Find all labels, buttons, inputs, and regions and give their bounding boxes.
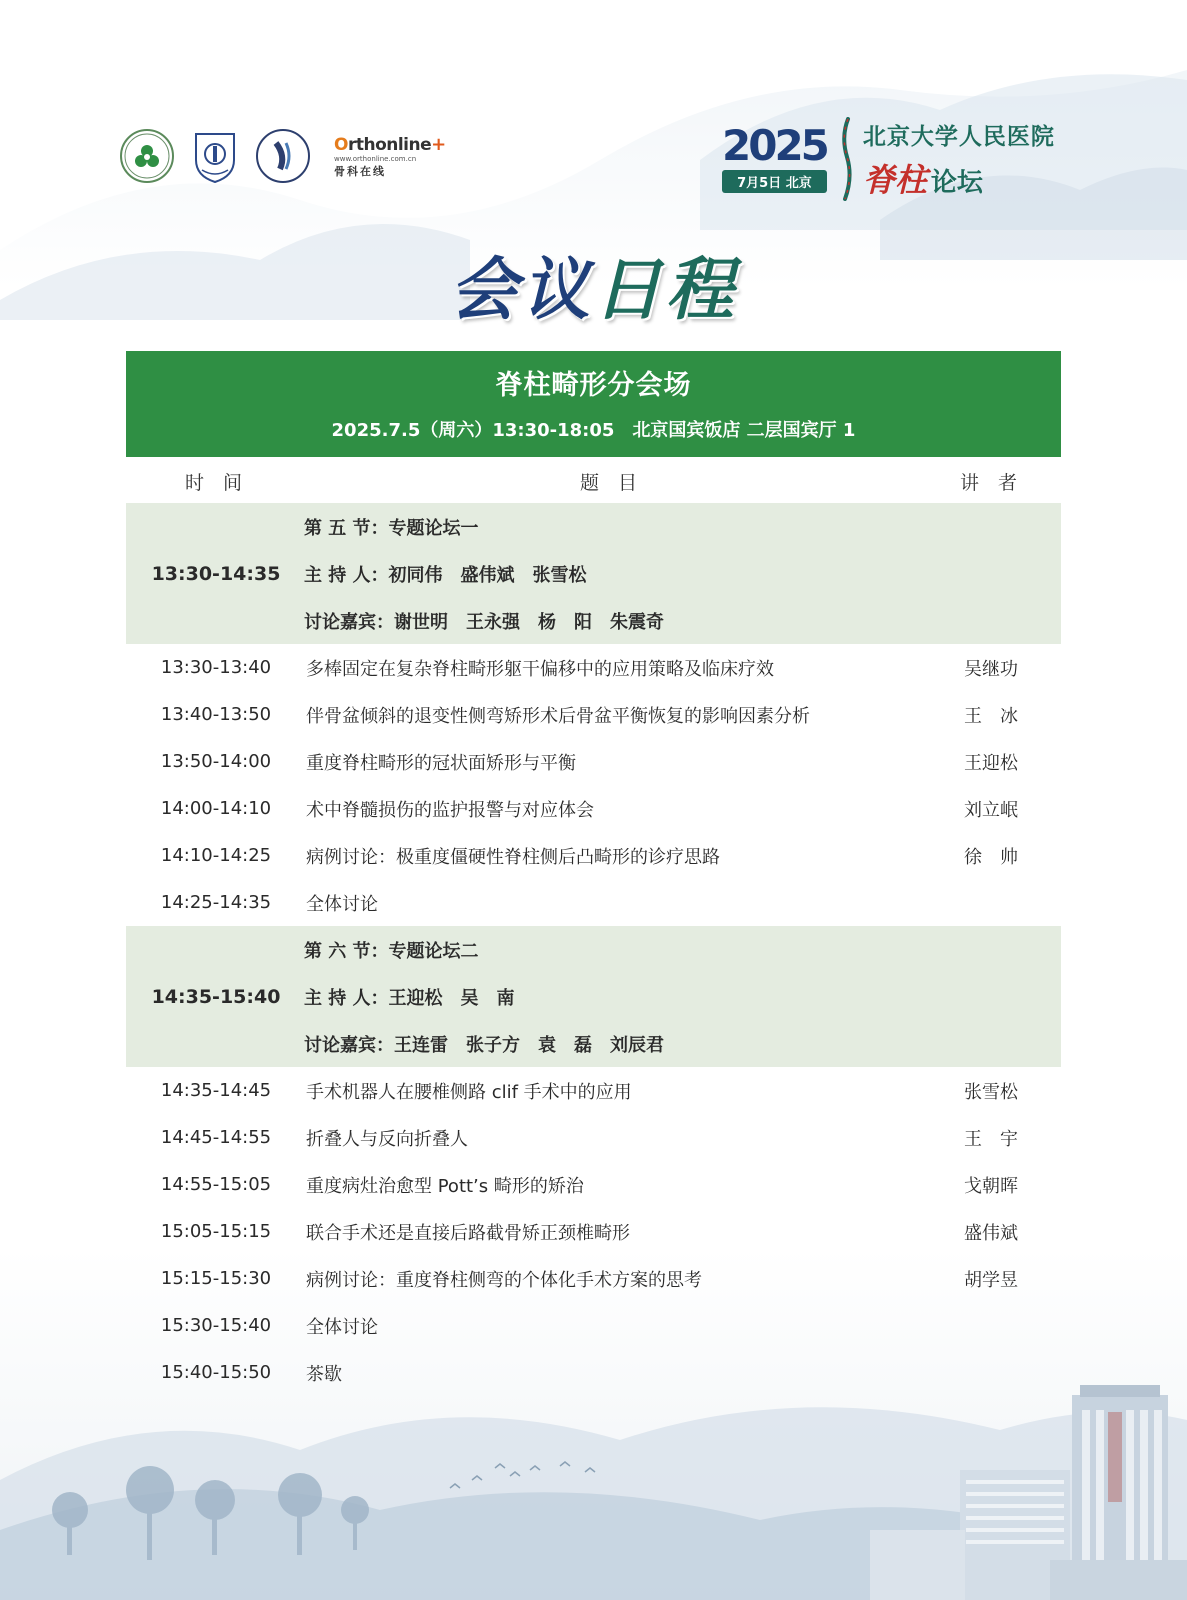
schedule-row: 13:50-14:00 重度脊柱畸形的冠状面矫形与平衡 王迎松 [160,751,1018,774]
schedule-row: 14:00-14:10 术中脊髓损伤的监护报警与对应体会 刘立岷 [160,798,1018,821]
schedule-row: 14:10-14:25 病例讨论：极重度僵硬性脊柱侧后凸畸形的诊疗思路 徐 帅 [160,845,1018,868]
schedule-row: 13:30-13:40 多棒固定在复杂脊柱畸形躯干偏移中的应用策略及临床疗效 吴继功 [160,657,1018,680]
section-chairs: 主 持 人：初同伟 盛伟斌 张雪松 [304,564,587,586]
section-header [126,503,1061,644]
schedule-row: 14:35-14:45 手术机器人在腰椎侧路 clif 手术中的应用 张雪松 [160,1080,1018,1103]
spine-icon [839,117,855,201]
column-header-topic: 题 目 [580,472,638,494]
event-hospital: 北京大学人民医院 [862,123,1055,150]
schedule-row: 14:45-14:55 折叠人与反向折叠人 王 宇 [160,1127,1018,1150]
schedule-row: 14:55-15:05 重度病灶治愈型 Pott’s 畸形的矫治 戈朝晖 [160,1174,1018,1197]
spine-society-logo [256,129,310,183]
orthonline-logo: Orthonline+ www.orthonline.com.cn 骨科在线 [334,133,446,178]
session-banner [126,351,1061,457]
column-header-time: 时 间 [185,472,243,494]
session-name: 脊柱畸形分会场 [495,370,692,401]
event-logo [722,117,1055,201]
schedule-row: 15:15-15:30 病例讨论：重度脊柱侧弯的个体化手术方案的思考 胡学昱 [160,1268,1018,1291]
section-time: 13:30-14:35 [151,562,281,585]
page-title: 会议日程 [449,251,738,330]
schedule-row: 14:25-14:35 全体讨论 [160,892,378,915]
session-details: 2025.7.5（周六）13:30-18:05 北京国宾饭店 二层国宾厅 1 [331,420,856,441]
schedule-row: 15:30-15:40 全体讨论 [160,1315,378,1338]
hospital-shield-logo [192,128,238,184]
schedule-table [126,503,1061,1396]
schedule-row: 15:05-15:15 联合手术还是直接后路截骨矫正颈椎畸形 盛伟斌 [160,1221,1018,1244]
event-forum-green: 论坛 [930,167,983,198]
section-title: 第 五 节：专题论坛一 [304,517,479,539]
event-date-badge: 7月5日 北京 [722,170,827,193]
section-time: 14:35-15:40 [151,985,281,1008]
section-chairs: 主 持 人：王迎松 吴 南 [304,987,515,1009]
sponsor-logos [120,128,446,184]
section-title: 第 六 节：专题论坛二 [304,940,479,962]
schedule-row: 15:40-15:50 茶歇 [160,1362,342,1385]
association-logo [120,129,174,183]
section-panelists: 讨论嘉宾：谢世明 王永强 杨 阳 朱震奇 [304,611,664,633]
schedule-row: 13:40-13:50 伴骨盆倾斜的退变性侧弯矫形术后骨盆平衡恢复的影响因素分析 王 冰 [160,704,1018,727]
event-year: 2025 [722,121,827,170]
section-header [126,926,1061,1067]
section-panelists: 讨论嘉宾：王连雷 张子方 袁 磊 刘辰君 [304,1034,664,1056]
column-header-speaker: 讲 者 [960,472,1018,494]
event-forum-red: 脊柱 [862,160,927,199]
